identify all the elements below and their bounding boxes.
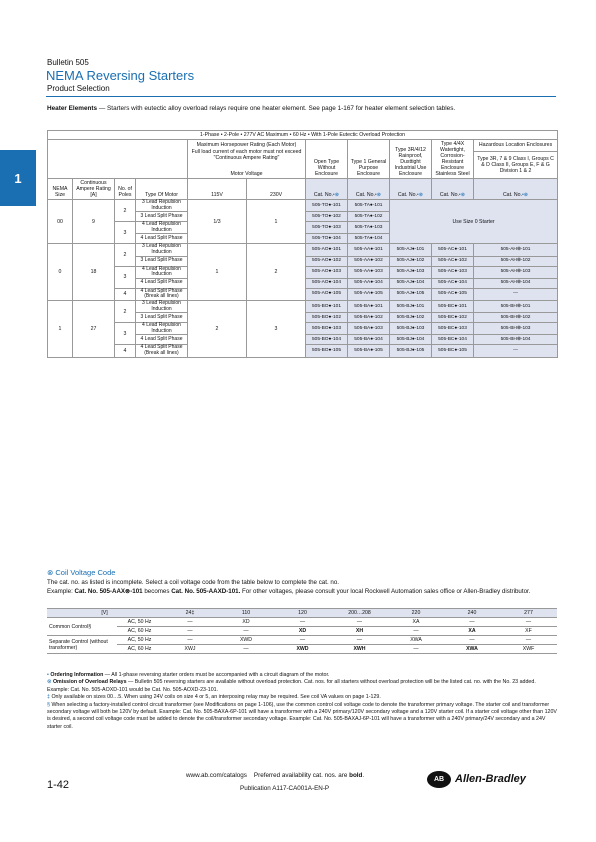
hp-230-cell: 1 <box>247 200 306 244</box>
cat-no-open: 505-BO●-101 <box>306 300 348 312</box>
motor-type-cell: 4 Lead Split Phase <box>136 278 188 288</box>
cat-no-mark: •⊗ <box>374 192 382 198</box>
amp-rating-cell: 18 <box>73 244 115 301</box>
publication-number: Publication A117-CA001A-EN-P <box>240 785 330 792</box>
header-row <box>48 140 558 152</box>
coil-code-cell: — <box>218 627 274 636</box>
cat-no-type4x: 505-BC●-102 <box>432 313 474 323</box>
chapter-tab: 1 <box>0 150 36 206</box>
motor-type-header: Type Of Motor <box>136 179 188 200</box>
cat-no-header <box>474 179 558 200</box>
coil-code-cell: — <box>331 636 388 645</box>
footnote-text: When selecting a factory-installed control circuit transformer (see Modifications on page 1-106), use the common control coil voltage code to denote the transformer primary voltage. The starter coil and transformer secondary voltage will both be 120V by default. Example: Cat. No. 505-BAXA-6P-101 will have a transformer with a 240V primary/120V secondary voltage and a 120V starter coil. If a starter coil voltage other than 120V is desired, a second coil voltage code must be added to denote the coil/transformer secondary voltage. Example: Cat. No. 505-BAXAJ-6P-101 will have a transformer with a 240V primary/24V secondary and a 24V starter coil. <box>47 701 557 730</box>
cat-no-type3r: 505-BJ●-104 <box>390 335 432 345</box>
cat-no-type3r: 505-AJ●-102 <box>390 256 432 266</box>
amp-rating-cell: 27 <box>73 300 115 357</box>
footnote-symbol: § <box>47 701 50 708</box>
motor-type-cell: 4 Lead Repulsion Induction <box>136 323 188 335</box>
hp-115-cell: 1 <box>188 244 247 301</box>
cat-no-open: 505-TO●-102 <box>306 212 348 222</box>
cat-no-type1: 505-BA●-101 <box>348 300 390 312</box>
cat-no-type3r: 505-BJ●-102 <box>390 313 432 323</box>
header-blank <box>48 140 188 179</box>
coil-voltage-text <box>47 579 557 596</box>
intro-lead: Heater Elements <box>47 105 98 112</box>
coil-example-cat2: Cat. No. 505-AAXD-101. <box>171 587 241 595</box>
coil-code-cell: XWF <box>500 645 557 654</box>
coil-code-cell: — <box>444 618 500 627</box>
cat-no-type3r: 505-AJ●-105 <box>390 288 432 300</box>
cat-no-hazard: 505-BH⊗-104 <box>474 335 558 345</box>
footnotes <box>47 672 557 731</box>
nema-size-cell: 0 <box>48 244 73 301</box>
cat-no-type1: 505-TA●-103 <box>348 222 390 234</box>
footnote-symbol: ⊗ <box>47 679 52 686</box>
footnote <box>47 702 557 732</box>
coil-example-post: For other voltages, please consult your local Rockwell Automation sales office or Allen-Bradley distributor. <box>240 587 531 595</box>
coil-code-cell: XWA <box>388 636 444 645</box>
hazard-note: Type 3R, 7 & 9 Class I, Groups C & D Class II, Groups E, F & G Division 1 & 2 <box>474 151 558 178</box>
cat-no-type1: 505-AA●-102 <box>348 256 390 266</box>
hazard-header: Hazardous Location Enclosures <box>474 140 558 152</box>
coil-code-cell: XA <box>444 627 500 636</box>
coil-code-cell: — <box>388 627 444 636</box>
cat-no-type4x: 505-BC●-104 <box>432 335 474 345</box>
page-number: 1-42 <box>47 779 70 791</box>
v115-header: 115V <box>188 179 247 200</box>
coil-voltage-header: 110 <box>218 609 274 618</box>
footnote <box>47 672 557 679</box>
enclosure-header-open: Open Type Without Enclosure <box>306 140 348 179</box>
cat-no-type1: 505-BA●-104 <box>348 335 390 345</box>
cat-no-type1: 505-BA●-103 <box>348 323 390 335</box>
cat-no-type1: 505-AA●-101 <box>348 244 390 256</box>
coil-frequency: AC, 50 Hz <box>117 618 162 627</box>
header-divider <box>46 96 556 97</box>
coil-code-cell: — <box>162 636 218 645</box>
coil-row <box>47 645 557 654</box>
coil-code-cell: XWA <box>444 645 500 654</box>
page-title: NEMA Reversing Starters <box>46 68 195 83</box>
cat-no-hazard: 505-BH⊗-101 <box>474 300 558 312</box>
cat-no-header <box>306 179 348 200</box>
footnote-symbol: ‡ <box>47 694 50 701</box>
cat-no-type4x: 505-BC●-101 <box>432 300 474 312</box>
footer-pref-pre: Preferred availability cat. nos. are <box>253 772 350 779</box>
coil-header-row <box>47 609 557 618</box>
cat-no-type4x: 505-BC●-105 <box>432 345 474 357</box>
coil-voltage-title: ⊗ Coil Voltage Code <box>47 568 116 577</box>
cat-no-type4x: 505-AC●-101 <box>432 244 474 256</box>
coil-code-cell: — <box>444 636 500 645</box>
cat-no-open: 505-BO●-103 <box>306 323 348 335</box>
coil-code-cell: XD <box>218 618 274 627</box>
allen-bradley-logo-icon: AB <box>427 771 451 788</box>
cat-no-open: 505-TO●-104 <box>306 234 348 244</box>
hp-230-cell: 3 <box>247 300 306 357</box>
cat-no-mark: •⊗ <box>458 192 466 198</box>
footnote-text: Only available on sizes 00…5. When using 24V coils on size 4 or 5, an interposing relay may be required. See coil VA values on page 1-129. <box>51 694 381 701</box>
bulletin-label: Bulletin 505 <box>47 58 89 67</box>
coil-code-cell: — <box>274 618 331 627</box>
poles-cell: 3 <box>115 266 136 288</box>
poles-cell: 3 <box>115 222 136 244</box>
cat-no-header <box>348 179 390 200</box>
cat-no-type1: 505-TA●-104 <box>348 234 390 244</box>
coil-row <box>47 636 557 645</box>
cat-no-type3r: 505-BJ●-103 <box>390 323 432 335</box>
cat-no-label: Cat. No. <box>439 192 459 198</box>
cat-no-type1: 505-AA●-105 <box>348 288 390 300</box>
footnote <box>47 679 557 694</box>
use-size0-cell: Use Size 0 Starter <box>390 200 558 244</box>
hp-115-cell: 1/3 <box>188 200 247 244</box>
coil-code-cell: XA <box>388 618 444 627</box>
hp-note: Full load current of each motor must not exceed "Continuous Ampere Rating" <box>191 148 302 161</box>
coil-row <box>47 627 557 636</box>
coil-code-cell: XWD <box>218 636 274 645</box>
motor-type-cell: 3 Lead Split Phase <box>136 313 188 323</box>
coil-code-cell: XF <box>500 627 557 636</box>
motor-type-cell: 4 Lead Split Phase (Break all lines) <box>136 345 188 357</box>
cat-no-label: Cat. No. <box>313 192 333 198</box>
coil-code-cell: — <box>218 645 274 654</box>
amp-rating-header: Continuous Ampere Rating [A] <box>73 179 115 200</box>
coil-group-label: Separate Control (without transformer) <box>47 636 117 654</box>
cat-no-open: 505-BO●-105 <box>306 345 348 357</box>
cat-no-type3r: 505-BJ●-105 <box>390 345 432 357</box>
cat-no-type1: 505-TA●-101 <box>348 200 390 212</box>
cat-no-hazard: 505-AH⊗-102 <box>474 256 558 266</box>
footer-line <box>186 772 364 779</box>
coil-unit-header: [V] <box>47 609 162 618</box>
enclosure-header-type3r: Type 3R/4/12 Rainproof, Dusttight Industrial Use Enclosure <box>390 140 432 179</box>
footnote <box>47 694 557 701</box>
motor-type-cell: 4 Lead Split Phase <box>136 234 188 244</box>
cat-no-open: 505-AO●-103 <box>306 266 348 278</box>
cat-no-type3r: 505-BJ●-101 <box>390 300 432 312</box>
motor-type-cell: 3 Lead Repulsion Induction <box>136 200 188 212</box>
coil-code-cell: — <box>162 627 218 636</box>
cat-no-mark: •⊗ <box>521 192 529 198</box>
footnote-symbol: • <box>47 672 49 678</box>
coil-frequency: AC, 60 Hz <box>117 627 162 636</box>
coil-row <box>47 618 557 627</box>
cat-no-header <box>432 179 474 200</box>
poles-cell: 3 <box>115 323 136 345</box>
poles-cell: 4 <box>115 345 136 357</box>
poles-header: No. of Poles <box>115 179 136 200</box>
cat-no-type4x: 505-AC●-105 <box>432 288 474 300</box>
poles-cell: 4 <box>115 288 136 300</box>
motor-type-cell: 4 Lead Repulsion Induction <box>136 266 188 278</box>
cat-no-open: 505-AO●-104 <box>306 278 348 288</box>
coil-code-cell: — <box>162 618 218 627</box>
hp-115-cell: 2 <box>188 300 247 357</box>
cat-no-open: 505-TO●-101 <box>306 200 348 212</box>
nema-size-cell: 00 <box>48 200 73 244</box>
table-banner: 1-Phase • 2-Pole • 277V AC Maximum • 60 Hz • With 1-Pole Eutectic Overload Protection <box>48 131 558 140</box>
banner-row <box>48 131 558 140</box>
coil-example-mid: becomes <box>142 587 172 595</box>
enclosure-header-type4x: Type 4/4X Watertight, Corrosion-Resistant Enclosure Stainless Steel <box>432 140 474 179</box>
brand-name: Allen-Bradley <box>455 773 526 785</box>
cat-no-open: 505-AO●-102 <box>306 256 348 266</box>
coil-example-cat1: Cat. No. 505-AAX⊗-101 <box>74 587 143 595</box>
cat-no-mark: •⊗ <box>332 192 340 198</box>
cat-no-type1: 505-TA●-102 <box>348 212 390 222</box>
coil-code-cell: — <box>331 618 388 627</box>
poles-cell: 2 <box>115 200 136 222</box>
starter-selection-table <box>47 130 558 358</box>
cat-no-open: 505-BO●-104 <box>306 335 348 345</box>
cat-no-type4x: 505-BC●-103 <box>432 323 474 335</box>
cat-no-type4x: 505-AC●-103 <box>432 266 474 278</box>
cat-no-open: 505-BO●-102 <box>306 313 348 323</box>
cat-no-type4x: 505-AC●-102 <box>432 256 474 266</box>
coil-voltage-header: 277 <box>500 609 557 618</box>
cat-no-type1: 505-AA●-104 <box>348 278 390 288</box>
page-subtitle: Product Selection <box>47 84 110 93</box>
coil-frequency: AC, 50 Hz <box>117 636 162 645</box>
coil-voltage-header: 120 <box>274 609 331 618</box>
enclosure-header-type1: Type 1 General Purpose Enclosure <box>348 140 390 179</box>
coil-line1: The cat. no. as listed is incomplete. Select a coil voltage code from the table below to complete the cat. no. <box>47 579 340 586</box>
cat-no-hazard: 505-AH⊗-103 <box>474 266 558 278</box>
coil-voltage-header: 200…208 <box>331 609 388 618</box>
footnote-text: — Bulletin 505 reversing starters are available without overload protection. Cat. nos. for all starters without overload protection will be the listed cat. no. with the No. 23 added. Example: Cat. No. 505-AOXD-101 would be Cat. No. 505-AOXD-23-101. <box>47 679 536 693</box>
coil-example-pre: Example: <box>47 587 75 595</box>
cat-no-type1: 505-AA●-103 <box>348 266 390 278</box>
hp-title: Maximum Horsepower Rating (Each Motor) <box>196 141 297 148</box>
motor-type-cell: 3 Lead Split Phase <box>136 256 188 266</box>
cat-no-type4x: 505-AC●-104 <box>432 278 474 288</box>
footnote-lead: Omission of Overload Relays <box>52 679 127 686</box>
cat-no-type3r: 505-AJ●-104 <box>390 278 432 288</box>
cat-no-label: Cat. No. <box>355 192 375 198</box>
footer-url-link[interactable]: www.ab.com/catalogs <box>186 772 247 779</box>
coil-frequency: AC, 60 Hz <box>117 645 162 654</box>
coil-code-cell: XWH <box>331 645 388 654</box>
coil-voltage-header: 240 <box>444 609 500 618</box>
coil-voltage-header: 24‡ <box>162 609 218 618</box>
poles-cell: 2 <box>115 244 136 266</box>
coil-code-cell: XWJ <box>162 645 218 654</box>
motor-voltage-label: Motor Voltage <box>230 170 263 177</box>
motor-type-cell: 3 Lead Repulsion Induction <box>136 244 188 256</box>
cat-no-mark: •⊗ <box>416 192 424 198</box>
cat-no-hazard: 505-AH⊗-104 <box>474 278 558 288</box>
hp-rating-header <box>188 140 306 179</box>
coil-voltage-header: 220 <box>388 609 444 618</box>
motor-type-cell: 4 Lead Split Phase <box>136 335 188 345</box>
cat-no-open: 505-AO●-105 <box>306 288 348 300</box>
poles-cell: 2 <box>115 300 136 322</box>
coil-code-cell: XD <box>274 627 331 636</box>
amp-rating-cell: 9 <box>73 200 115 244</box>
motor-type-cell: 4 Lead Repulsion Induction <box>136 222 188 234</box>
coil-group-label: Common Control§ <box>47 618 117 636</box>
cat-no-type1: 505-BA●-105 <box>348 345 390 357</box>
cat-no-header <box>390 179 432 200</box>
coil-code-cell: XWD <box>274 645 331 654</box>
cat-no-label: Cat. No. <box>502 192 522 198</box>
coil-code-cell: — <box>388 645 444 654</box>
motor-type-cell: 3 Lead Repulsion Induction <box>136 300 188 312</box>
header-row <box>48 179 558 200</box>
cat-no-type3r: 505-AJ●-101 <box>390 244 432 256</box>
cat-no-open: 505-TO●-103 <box>306 222 348 234</box>
motor-type-cell: 4 Lead Split Phase (Break all lines) <box>136 288 188 300</box>
cat-no-type1: 505-BA●-102 <box>348 313 390 323</box>
cat-no-label: Cat. No. <box>397 192 417 198</box>
coil-code-cell: — <box>500 636 557 645</box>
hp-230-cell: 2 <box>247 244 306 301</box>
cat-no-hazard: 505-AH⊗-101 <box>474 244 558 256</box>
footnote-text: — All 1-phase reversing starter orders must be accompanied with a circuit diagram of the motor. <box>103 672 330 678</box>
coil-code-cell: — <box>274 636 331 645</box>
cat-no-open: 505-AO●-101 <box>306 244 348 256</box>
v230-header: 230V <box>247 179 306 200</box>
motor-type-cell: 3 Lead Split Phase <box>136 212 188 222</box>
cat-no-hazard: 505-BH⊗-102 <box>474 313 558 323</box>
nema-size-header: NEMA Size <box>48 179 73 200</box>
coil-code-cell: XH <box>331 627 388 636</box>
coil-voltage-table <box>47 608 557 654</box>
footer-pref-post: . <box>362 772 365 779</box>
cat-no-hazard: 505-BH⊗-103 <box>474 323 558 335</box>
coil-code-cell: — <box>500 618 557 627</box>
footnote-lead: Ordering Information <box>50 672 104 678</box>
nema-size-cell: 1 <box>48 300 73 357</box>
intro-paragraph <box>47 104 557 113</box>
cat-no-hazard: — <box>474 345 558 357</box>
footer-pref-bold: bold <box>349 772 363 779</box>
intro-text: — Starters with eutectic alloy overload relays require one heater element. See page 1-167 for heater element selection tables. <box>97 105 456 112</box>
cat-no-type3r: 505-AJ●-103 <box>390 266 432 278</box>
cat-no-hazard: — <box>474 288 558 300</box>
